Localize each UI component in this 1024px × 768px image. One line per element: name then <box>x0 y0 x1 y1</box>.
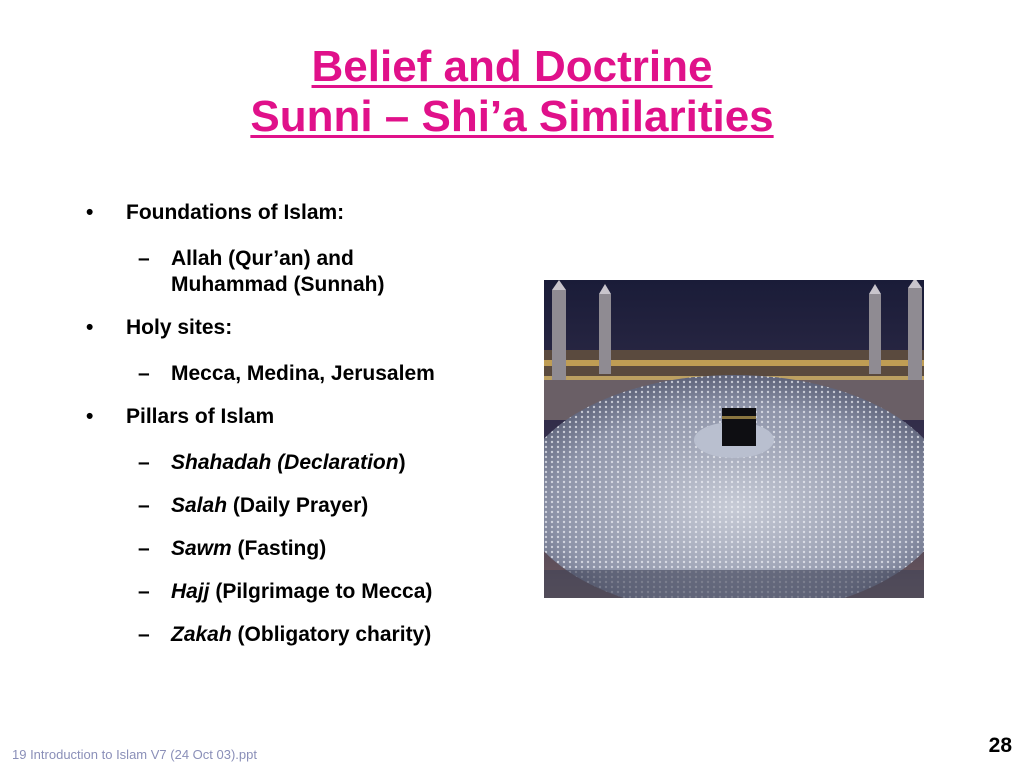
dash-icon: – <box>138 247 150 270</box>
sub-bullet-term: Salah <box>171 494 228 517</box>
sub-bullet-item <box>86 361 526 387</box>
sub-bullet-item <box>86 579 526 605</box>
sub-bullet-text: Mecca, Medina, Jerusalem <box>171 362 435 385</box>
sub-bullet-item <box>86 450 526 476</box>
bullet-text: Holy sites: <box>126 316 233 339</box>
bullet-item <box>86 200 526 226</box>
bullet-list <box>86 200 526 665</box>
dash-icon: – <box>138 537 150 560</box>
sub-bullet-text: (Fasting) <box>231 537 327 560</box>
slide-title <box>0 42 1024 142</box>
title-line-2: Sunni – Shi’a Similarities <box>250 92 774 141</box>
dash-icon: – <box>138 580 150 603</box>
bullet-dot-icon: • <box>86 316 94 339</box>
sub-bullet-item <box>86 493 526 519</box>
dash-icon: – <box>138 494 150 517</box>
bullet-dot-icon: • <box>86 405 94 428</box>
sub-bullet-term: Shahadah (Declaration <box>171 451 399 474</box>
sub-bullet-text: (Obligatory charity) <box>231 623 432 646</box>
kaaba-photo <box>544 280 924 598</box>
title-line-1: Belief and Doctrine <box>311 42 713 91</box>
kaaba-illustration <box>544 280 924 598</box>
sub-bullet-item <box>86 622 526 648</box>
page-number: 28 <box>988 734 1012 757</box>
sub-bullet-text: (Daily Prayer) <box>227 494 369 517</box>
sub-bullet-term: Sawm <box>171 537 232 560</box>
bullet-item <box>86 404 526 430</box>
bullet-dot-icon: • <box>86 201 94 224</box>
dash-icon: – <box>138 623 150 646</box>
bullet-text: Pillars of Islam <box>126 405 275 428</box>
sub-bullet-text: (Pilgrimage to Mecca) <box>209 580 433 603</box>
sub-bullet-item <box>86 246 431 298</box>
footer-filename: 19 Introduction to Islam V7 (24 Oct 03).ppt <box>12 747 257 762</box>
sub-bullet-term: Hajj <box>171 580 210 603</box>
sub-bullet-item <box>86 536 526 562</box>
bullet-text: Foundations of Islam: <box>126 201 345 224</box>
sub-bullet-text: ) <box>398 451 406 474</box>
bullet-item <box>86 315 526 341</box>
dash-icon: – <box>138 362 150 385</box>
sub-bullet-term: Zakah <box>171 623 232 646</box>
dash-icon: – <box>138 451 150 474</box>
sub-bullet-text: Allah (Qur’an) and Muhammad (Sunnah) <box>171 247 385 296</box>
